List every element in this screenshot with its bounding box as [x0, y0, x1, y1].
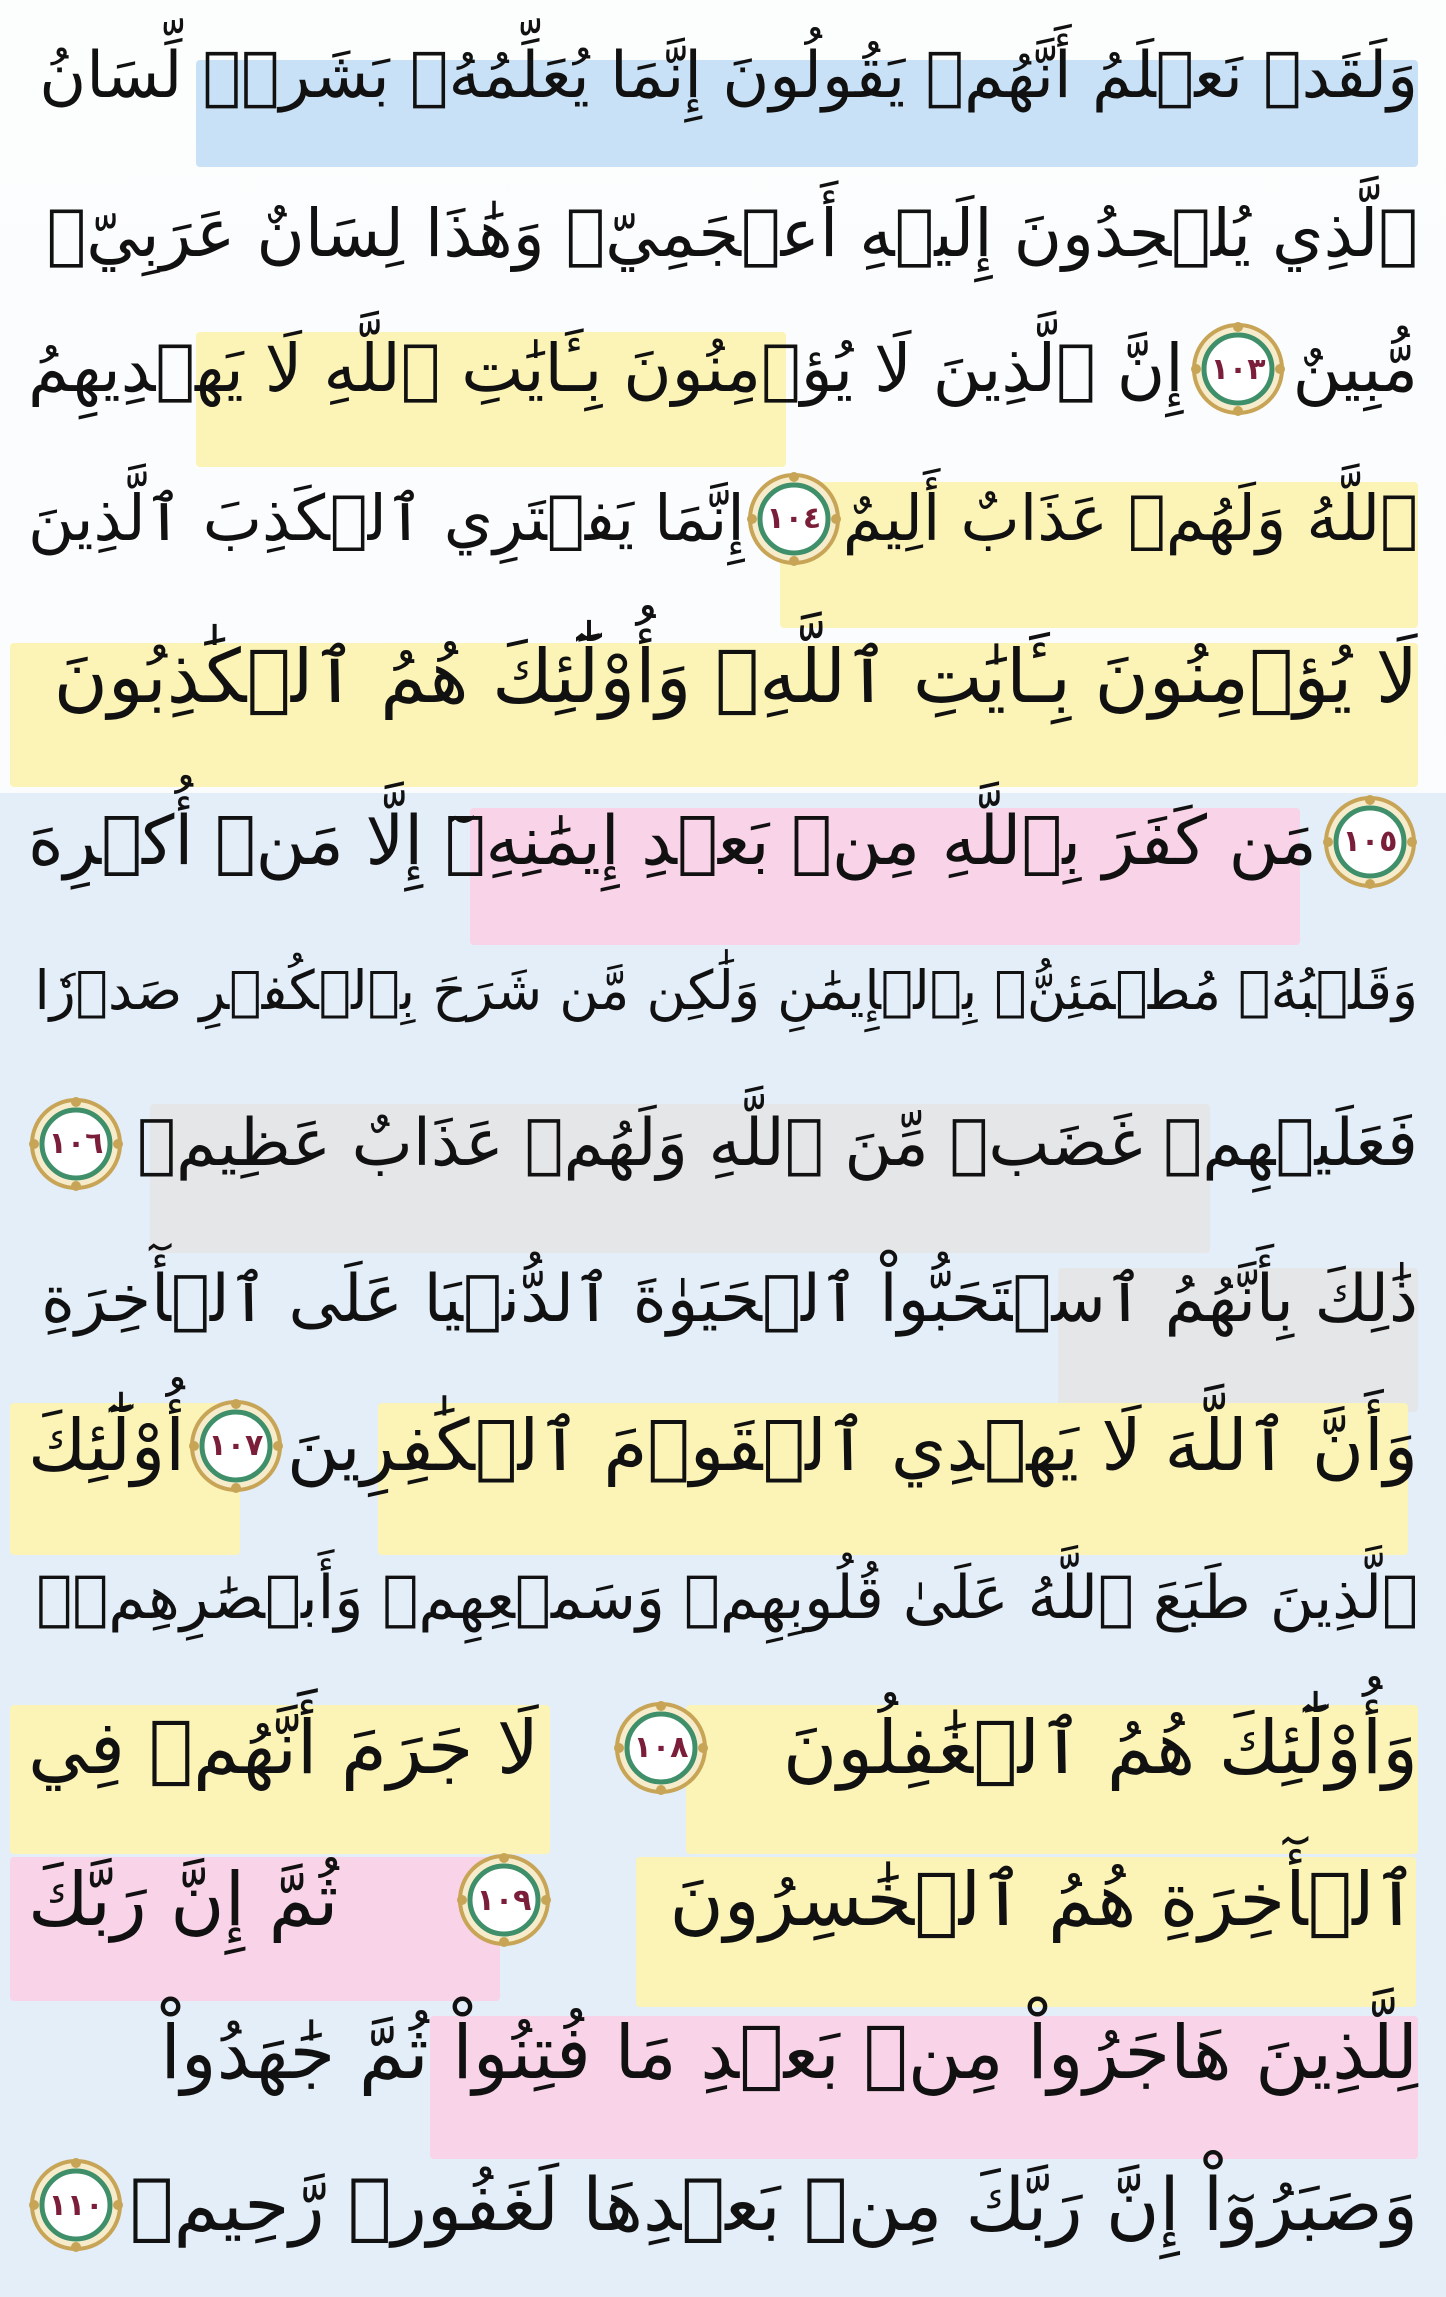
ayah-text: لَا جَرَمَ أَنَّهُمۡ فِي	[28, 1704, 540, 1791]
text-line	[28, 299, 1418, 439]
ayah-text: ثُمَّ إِنَّ رَبَّكَ	[28, 1857, 339, 1944]
verse-number-marker	[613, 1700, 709, 1796]
text-line	[28, 449, 1418, 589]
text-line	[28, 164, 1418, 304]
text-line	[28, 6, 1418, 146]
ayah-text: ٱلَّذِي يُلۡحِدُونَ إِلَيۡهِ أَعۡجَمِيّٞ وَهَٰذَا لِسَانٌ عَرَبِيّٞ	[46, 195, 1418, 273]
verse-number: ١٠٦	[48, 1126, 104, 1162]
ayah-text: وَأَنَّ ٱللَّهَ لَا يَهۡدِي ٱلۡقَوۡمَ ٱلۡكَٰفِرِينَ	[286, 1404, 1418, 1488]
ayah-text: فَعَلَيۡهِمۡ غَضَبٞ مِّنَ ٱللَّهِ وَلَهُمۡ عَذَابٌ عَظِيمٞ	[137, 1106, 1418, 1182]
ayah-text: لَا يُؤۡمِنُونَ بِـَٔايَٰتِ ٱللَّهِۖ وَأُوْلَٰٓئِكَ هُمُ ٱلۡكَٰذِبُونَ	[53, 634, 1418, 721]
verse-number-marker	[28, 1096, 124, 1192]
text-line	[28, 1376, 1418, 1516]
ayah-text: ذَٰلِكَ بِأَنَّهُمُ ٱسۡتَحَبُّواْ ٱلۡحَيَوٰةَ ٱلدُّنۡيَا عَلَى ٱلۡأٓخِرَةِ	[41, 1261, 1418, 1337]
verse-number: ١٠٧	[208, 1428, 264, 1464]
verse-number: ١٠٥	[1342, 824, 1398, 860]
text-line	[28, 607, 1418, 747]
ayah-text: إِنَّمَا يَفۡتَرِي ٱلۡكَذِبَ ٱلَّذِينَ	[28, 482, 745, 556]
ayah-text: ٱلۡأٓخِرَةِ هُمُ ٱلۡخَٰسِرُونَ	[669, 1857, 1418, 1944]
ayah-text: وَأُوْلَٰٓئِكَ هُمُ ٱلۡغَٰفِلُونَ	[782, 1704, 1418, 1791]
verse-number: ١٠٣	[1210, 351, 1266, 387]
verse-number-marker	[28, 2157, 124, 2253]
text-line	[28, 1830, 1418, 1970]
text-line	[28, 772, 1418, 912]
text-line	[28, 2135, 1418, 2275]
ayah-text: إِنَّ ٱلَّذِينَ لَا يُؤۡمِنُونَ بِـَٔايَٰتِ ٱللَّهِ لَا يَهۡدِيهِمُ	[28, 330, 1184, 408]
verse-number-marker	[1322, 794, 1418, 890]
ayah-text: وَلَقَدۡ نَعۡلَمُ أَنَّهُمۡ يَقُولُونَ إِنَّمَا يُعَلِّمُهُۥ بَشَرٞۗ لِّسَانُ	[39, 38, 1418, 113]
verse-number-marker	[456, 1852, 552, 1948]
verse-number: ١٠٤	[766, 501, 822, 537]
ayah-text: مُّبِينٌ	[1292, 330, 1418, 408]
verse-number-marker	[746, 471, 842, 567]
verse-number-marker	[188, 1398, 284, 1494]
ayah-text: ٱلَّذِينَ طَبَعَ ٱللَّهُ عَلَىٰ قُلُوبِهِمۡ وَسَمۡعِهِمۡ وَأَبۡصَٰرِهِمۡۖ	[36, 1563, 1418, 1634]
verse-number: ١٠٩	[476, 1882, 532, 1918]
verse-number: ١١٠	[48, 2187, 104, 2223]
ayah-text: مَن كَفَرَ بِٱللَّهِ مِنۢ بَعۡدِ إِيمَٰنِهِۦٓ إِلَّا مَنۡ أُكۡرِهَ	[28, 801, 1317, 881]
ayah-text: لِلَّذِينَ هَاجَرُواْ مِنۢ بَعۡدِ مَا فُتِنُواْ ثُمَّ جَٰهَدُواْ	[160, 2009, 1418, 2096]
ayah-text: وَصَبَرُوٓاْ إِنَّ رَبَّكَ مِنۢ بَعۡدِهَا لَغَفُورٞ رَّحِيمٞ	[129, 2162, 1418, 2248]
text-line	[28, 1528, 1418, 1668]
text-line	[28, 921, 1418, 1061]
ayah-text: وَقَلۡبُهُۥ مُطۡمَئِنُّۢ بِٱلۡإِيمَٰنِ وَلَٰكِن مَّن شَرَحَ بِٱلۡكُفۡرِ صَدۡرٗا	[34, 959, 1418, 1023]
verse-number-marker	[1190, 321, 1286, 417]
ayah-text: ٱللَّهُ وَلَهُمۡ عَذَابٌ أَلِيمٌ	[842, 482, 1418, 556]
text-line	[28, 1229, 1418, 1369]
text-line	[28, 1074, 1418, 1214]
text-line	[28, 1983, 1418, 2123]
text-line	[28, 1678, 1418, 1818]
ayah-text: أُوْلَٰٓئِكَ	[28, 1404, 185, 1488]
verse-number: ١٠٨	[633, 1730, 689, 1766]
